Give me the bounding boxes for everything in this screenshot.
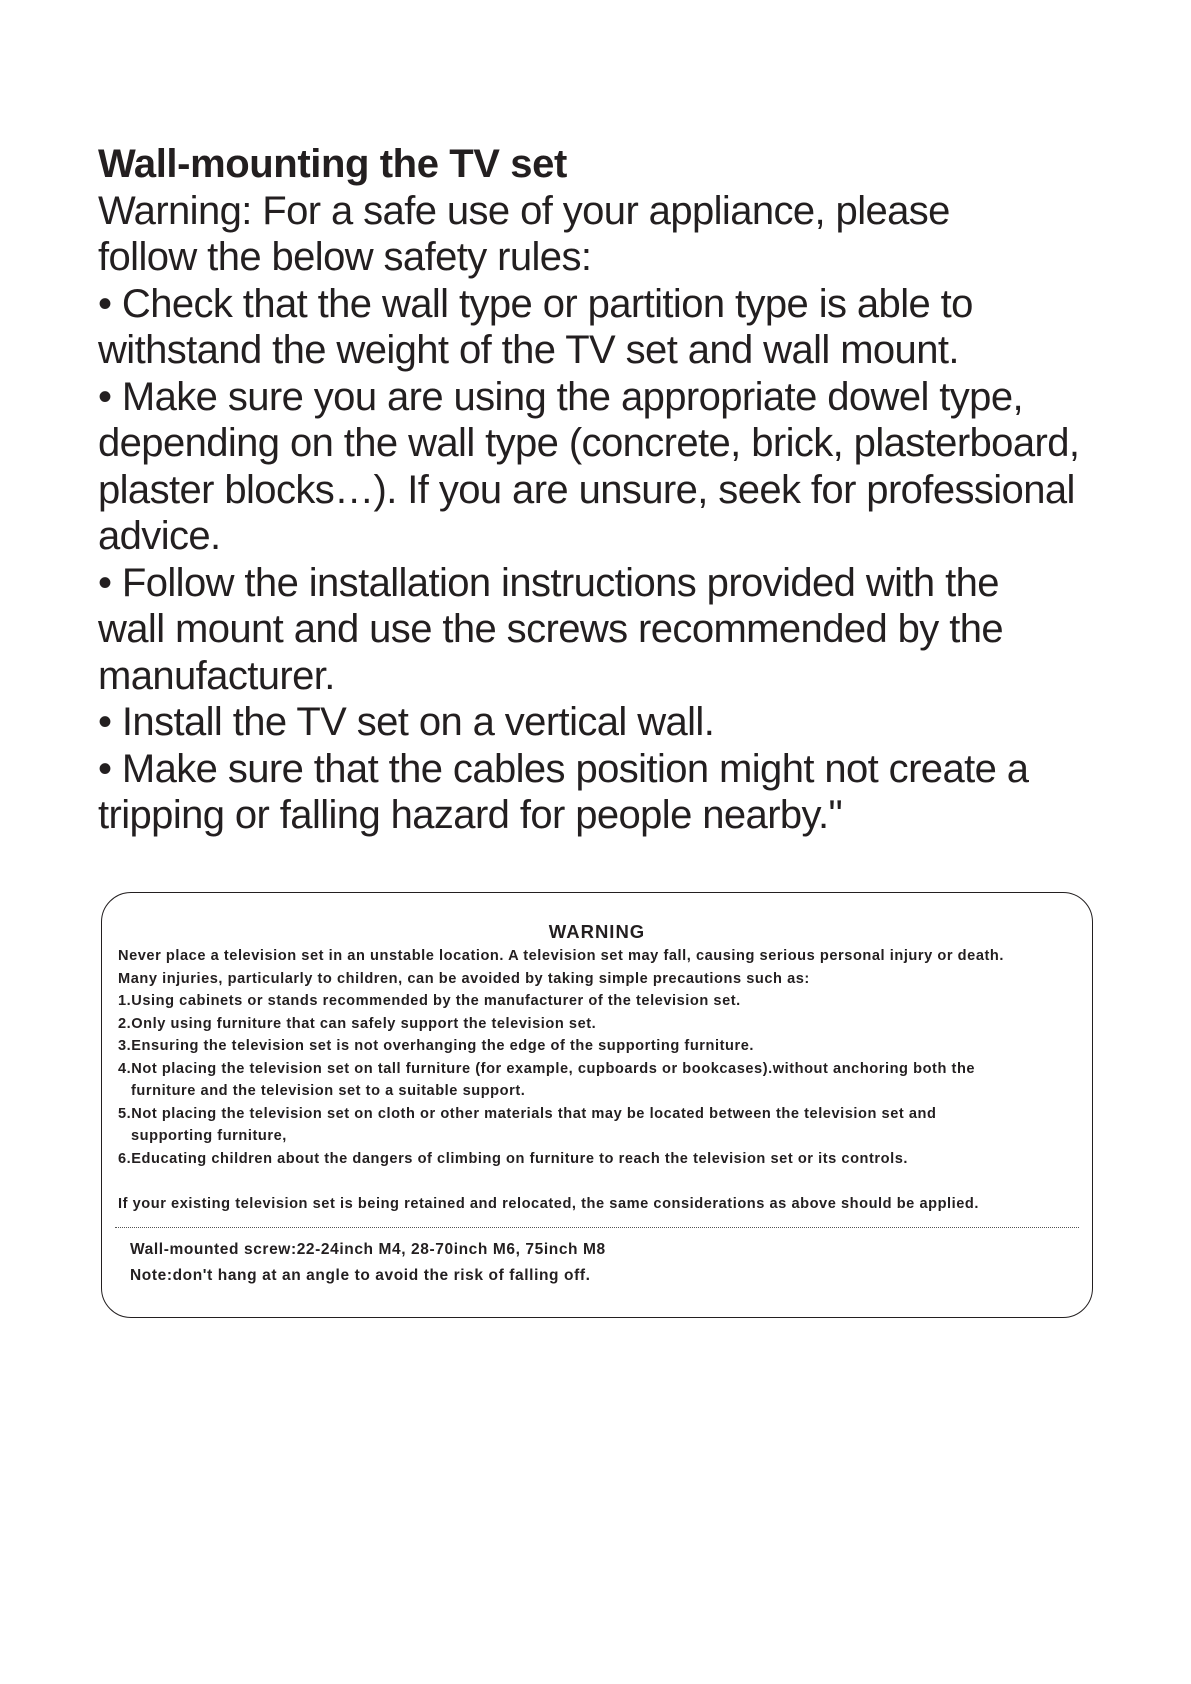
rule-line: withstand the weight of the TV set and wall mount. <box>98 328 959 372</box>
rule-line: • Make sure you are using the appropriate dowel type, <box>98 374 1023 419</box>
warning-item-5-continued: supporting furniture, <box>131 1128 287 1144</box>
screw-spec: Wall-mounted screw:22-24inch M4, 28-70inch M6, 75inch M8 <box>130 1241 606 1258</box>
dotted-divider <box>115 1227 1079 1228</box>
warning-item-4-continued: furniture and the television set to a suitable support. <box>131 1083 526 1099</box>
rule-line: depending on the wall type (concrete, brick, plasterboard, <box>98 421 1080 465</box>
rule-line: manufacturer. <box>98 653 335 698</box>
warning-item-4: 4.Not placing the television set on tall furniture (for example, cupboards or bookcases).without anchoring both the <box>118 1061 976 1077</box>
warning-line: Never place a television set in an unstable location. A television set may fall, causing serious personal injury or death. <box>118 948 1004 964</box>
warning-heading: WARNING <box>548 921 646 942</box>
warning-item-1: 1.Using cabinets or stands recommended by the manufacturer of the television set. <box>118 993 741 1009</box>
warning-item-3: 3.Ensuring the television set is not overhanging the edge of the supporting furniture. <box>118 1038 754 1054</box>
page-title: Wall-mounting the TV set <box>98 142 567 186</box>
intro-line: Warning: For a safe use of your appliance, please <box>98 188 950 233</box>
rule-line: • Make sure that the cables position might not create a <box>98 746 1029 791</box>
relocation-note: If your existing television set is being retained and relocated, the same considerations as above should be applied. <box>118 1196 979 1212</box>
rule-line: • Follow the installation instructions provided with the <box>98 560 999 605</box>
warning-item-2: 2.Only using furniture that can safely support the television set. <box>118 1016 597 1032</box>
rule-line: advice. <box>98 514 221 558</box>
intro-line: follow the below safety rules: <box>98 235 592 279</box>
warning-box <box>101 892 1093 1318</box>
safety-instructions <box>98 141 1138 839</box>
warning-item-6: 6.Educating children about the dangers of climbing on furniture to reach the television set or its controls. <box>118 1151 908 1167</box>
rule-line: • Check that the wall type or partition type is able to <box>98 281 973 326</box>
rule-line: wall mount and use the screws recommended by the <box>98 607 1004 651</box>
rule-line: plaster blocks…). If you are unsure, seek for professional <box>98 467 1075 512</box>
rule-line: • Install the TV set on a vertical wall. <box>98 700 715 744</box>
rule-line: tripping or falling hazard for people nearby." <box>98 793 843 837</box>
warning-line: Many injuries, particularly to children, can be avoided by taking simple precautions such as: <box>118 971 810 987</box>
hanging-note: Note:don't hang at an angle to avoid the risk of falling off. <box>130 1267 591 1284</box>
warning-item-5: 5.Not placing the television set on cloth or other materials that may be located between the television set and <box>118 1106 937 1122</box>
